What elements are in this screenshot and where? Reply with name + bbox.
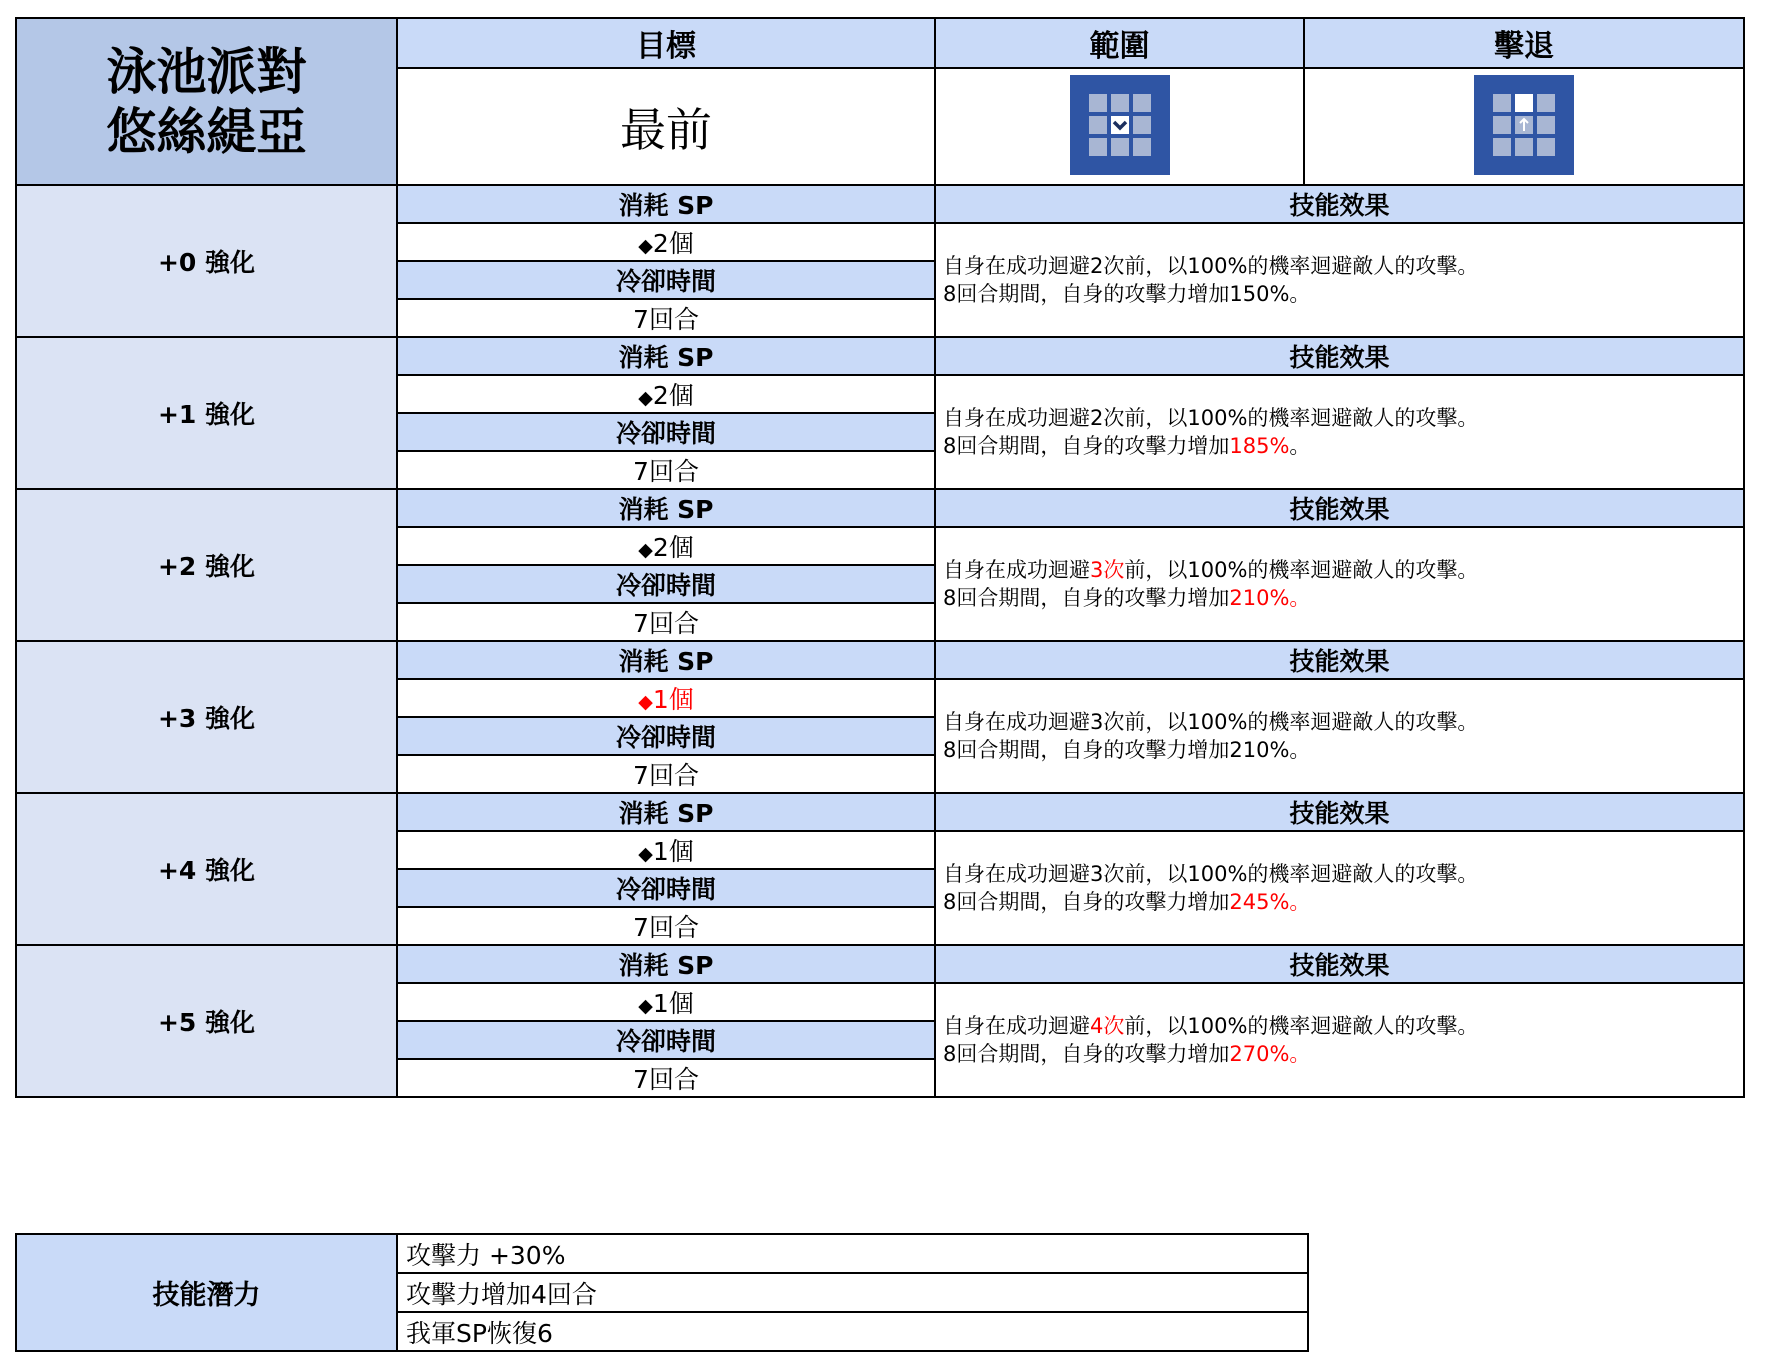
potential-row	[16, 1234, 1308, 1273]
effect-text-part: 。	[1289, 1042, 1311, 1066]
effect-text-part: 前，以100%的機率迴避敵人的攻擊。	[1124, 1014, 1479, 1038]
sp-count: 1個	[652, 837, 694, 866]
level-label: +0 強化	[16, 185, 397, 337]
cooldown-value: 7回合	[397, 755, 935, 793]
diamond-icon: ◆	[638, 235, 653, 257]
effect-text	[935, 983, 1744, 1097]
knockback-grid-icon	[1474, 75, 1574, 175]
sp-header: 消耗 SP	[397, 945, 935, 983]
cooldown-header: 冷卻時間	[397, 261, 935, 299]
cooldown-value: 7回合	[397, 451, 935, 489]
sp-value	[397, 375, 935, 413]
effect-text-part: 前，以100%的機率迴避敵人的攻擊。	[1124, 254, 1479, 278]
effect-line-2	[943, 584, 1743, 612]
effect-text-part: 自身在成功迴避	[943, 254, 1090, 278]
level-label: +3 強化	[16, 641, 397, 793]
effect-text-part: 8回合期間，自身的攻擊力增加	[943, 434, 1230, 458]
effect-text-part: 前，以100%的機率迴避敵人的攻擊。	[1124, 558, 1479, 582]
sp-head-row	[16, 641, 1744, 679]
skill-table	[15, 17, 1745, 1098]
cooldown-header: 冷卻時間	[397, 565, 935, 603]
effect-text	[935, 375, 1744, 489]
effect-count: 3次	[1090, 558, 1125, 582]
effect-line-1	[943, 860, 1743, 888]
effect-count: 2次	[1090, 254, 1125, 278]
level-label: +4 強化	[16, 793, 397, 945]
sp-value	[397, 831, 935, 869]
cooldown-header: 冷卻時間	[397, 717, 935, 755]
effect-text-part: 8回合期間，自身的攻擊力增加	[943, 738, 1230, 762]
effect-text-part: 。	[1289, 738, 1311, 762]
effect-line-2	[943, 1040, 1743, 1068]
cooldown-value: 7回合	[397, 1059, 935, 1097]
potential-item: 攻擊力增加4回合	[397, 1273, 1308, 1312]
skill-name: 泳池派對	[106, 42, 307, 101]
effect-line-1	[943, 708, 1743, 736]
effect-text-part: 8回合期間，自身的攻擊力增加	[943, 890, 1230, 914]
effect-line-2	[943, 432, 1743, 460]
effect-text	[935, 831, 1744, 945]
effect-count: 3次	[1090, 862, 1125, 886]
sp-head-row	[16, 793, 1744, 831]
sp-count: 1個	[652, 989, 694, 1018]
effect-line-2	[943, 888, 1743, 916]
sp-head-row	[16, 185, 1744, 223]
sp-head-row	[16, 945, 1744, 983]
target-header: 目標	[397, 18, 935, 68]
effect-header: 技能效果	[935, 793, 1744, 831]
diamond-icon: ◆	[638, 843, 653, 865]
level-label: +5 強化	[16, 945, 397, 1097]
sp-header: 消耗 SP	[397, 489, 935, 527]
knockback-icon-cell	[1304, 68, 1744, 185]
sp-header: 消耗 SP	[397, 185, 935, 223]
cooldown-value: 7回合	[397, 603, 935, 641]
diamond-icon: ◆	[638, 387, 653, 409]
effect-count: 2次	[1090, 406, 1125, 430]
sp-value	[397, 223, 935, 261]
skill-title	[16, 18, 397, 185]
sp-value	[397, 527, 935, 565]
effect-text-part: 自身在成功迴避	[943, 406, 1090, 430]
cooldown-value: 7回合	[397, 907, 935, 945]
sp-count: 1個	[652, 685, 694, 714]
effect-line-1	[943, 1012, 1743, 1040]
effect-text-part: 自身在成功迴避	[943, 710, 1090, 734]
effect-header: 技能效果	[935, 945, 1744, 983]
cooldown-header: 冷卻時間	[397, 1021, 935, 1059]
effect-text-part: 。	[1289, 434, 1311, 458]
diamond-icon: ◆	[638, 691, 653, 713]
sp-head-row	[16, 337, 1744, 375]
effect-count: 4次	[1090, 1014, 1125, 1038]
effect-text-part: 8回合期間，自身的攻擊力增加	[943, 1042, 1230, 1066]
effect-text-part: 自身在成功迴避	[943, 862, 1090, 886]
effect-header: 技能效果	[935, 337, 1744, 375]
diamond-icon: ◆	[638, 539, 653, 561]
header-row	[16, 18, 1744, 68]
effect-percent: 210%	[1229, 586, 1290, 610]
cooldown-value: 7回合	[397, 299, 935, 337]
character-name: 悠絲緹亞	[106, 102, 307, 161]
potential-item: 我軍SP恢復6	[397, 1312, 1308, 1351]
sp-header: 消耗 SP	[397, 793, 935, 831]
level-label: +1 強化	[16, 337, 397, 489]
effect-percent: 245%	[1229, 890, 1290, 914]
potential-label: 技能潛力	[16, 1234, 397, 1351]
effect-text-part: 前，以100%的機率迴避敵人的攻擊。	[1124, 406, 1479, 430]
potential-table	[15, 1233, 1309, 1352]
effect-percent: 210%	[1229, 738, 1290, 762]
effect-text	[935, 223, 1744, 337]
sp-count: 2個	[652, 533, 694, 562]
effect-text-part: 自身在成功迴避	[943, 558, 1090, 582]
effect-text-part: 8回合期間，自身的攻擊力增加	[943, 282, 1230, 306]
effect-text-part: 自身在成功迴避	[943, 1014, 1090, 1038]
effect-text	[935, 679, 1744, 793]
effect-header: 技能效果	[935, 185, 1744, 223]
effect-text-part: 。	[1289, 282, 1311, 306]
effect-count: 3次	[1090, 710, 1125, 734]
effect-text-part: 前，以100%的機率迴避敵人的攻擊。	[1124, 710, 1479, 734]
range-icon-cell	[935, 68, 1304, 185]
effect-line-1	[943, 556, 1743, 584]
effect-text-part: 。	[1289, 890, 1311, 914]
sp-value	[397, 679, 935, 717]
effect-text-part: 前，以100%的機率迴避敵人的攻擊。	[1124, 862, 1479, 886]
effect-text	[935, 527, 1744, 641]
effect-header: 技能效果	[935, 489, 1744, 527]
cooldown-header: 冷卻時間	[397, 869, 935, 907]
cooldown-header: 冷卻時間	[397, 413, 935, 451]
effect-line-1	[943, 404, 1743, 432]
range-header: 範圍	[935, 18, 1304, 68]
effect-line-2	[943, 736, 1743, 764]
knockback-header: 擊退	[1304, 18, 1744, 68]
level-label: +2 強化	[16, 489, 397, 641]
effect-header: 技能效果	[935, 641, 1744, 679]
sp-count: 2個	[652, 381, 694, 410]
target-value: 最前	[397, 68, 935, 185]
effect-percent: 150%	[1229, 282, 1290, 306]
effect-text-part: 。	[1289, 586, 1311, 610]
sp-count: 2個	[652, 229, 694, 258]
sp-header: 消耗 SP	[397, 641, 935, 679]
effect-text-part: 8回合期間，自身的攻擊力增加	[943, 586, 1230, 610]
potential-item: 攻擊力 +30%	[397, 1234, 1308, 1273]
range-grid-icon	[1070, 75, 1170, 175]
effect-line-2	[943, 280, 1743, 308]
sp-value	[397, 983, 935, 1021]
sp-header: 消耗 SP	[397, 337, 935, 375]
diamond-icon: ◆	[638, 995, 653, 1017]
effect-line-1	[943, 252, 1743, 280]
effect-percent: 185%	[1229, 434, 1290, 458]
effect-percent: 270%	[1229, 1042, 1290, 1066]
sp-head-row	[16, 489, 1744, 527]
